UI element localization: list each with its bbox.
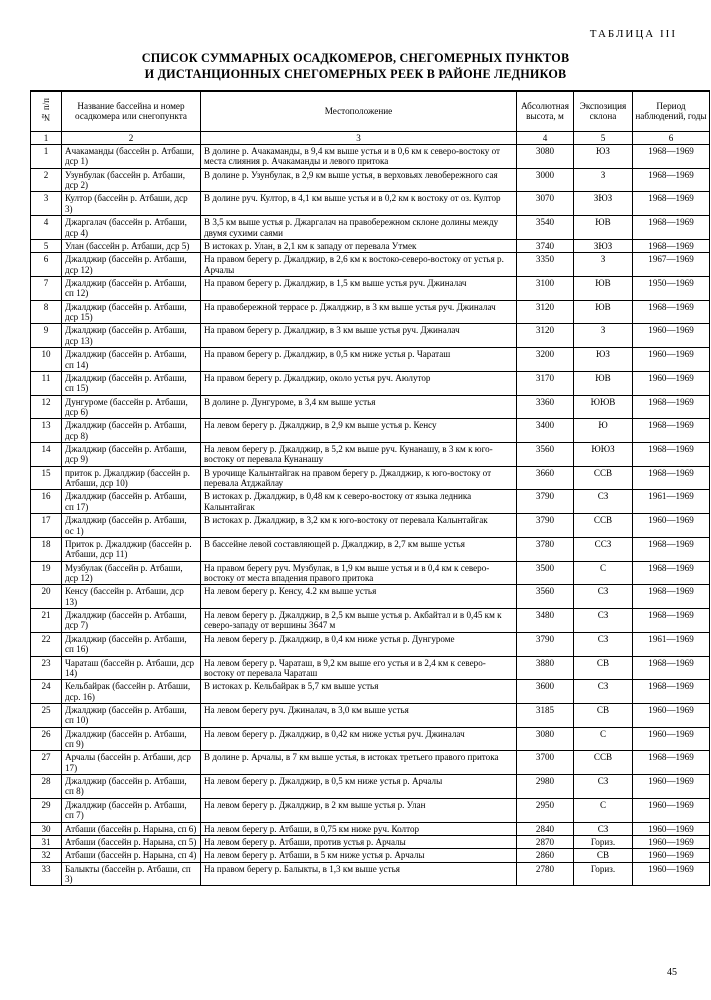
cell-name: Чараташ (бассейн р. Атбаши, дср 14) [62, 656, 201, 680]
cell-altitude: 2860 [517, 849, 574, 862]
cell-altitude: 3700 [517, 751, 574, 775]
colnum-4: 4 [517, 131, 574, 144]
cell-name: Приток р. Джалджир (бассейн р. Атбаши, дср 11) [62, 537, 201, 561]
cell-num: 5 [31, 239, 62, 252]
cell-name: Джалджир (бассейн р. Атбаши, сп 10) [62, 703, 201, 727]
cell-period: 1960—1969 [633, 348, 710, 372]
cell-exposure: ЮЮВ [574, 395, 633, 419]
table-row [31, 609, 710, 633]
table-row [31, 348, 710, 372]
cell-altitude: 3400 [517, 419, 574, 443]
cell-exposure: СЗ [574, 609, 633, 633]
cell-period: 1968—1969 [633, 585, 710, 609]
table-row [31, 727, 710, 751]
header-location: Местоположение [201, 91, 517, 131]
cell-exposure: Гориз. [574, 862, 633, 886]
table-row [31, 419, 710, 443]
table-row [31, 680, 710, 704]
cell-name: Джалджир (бассейн р. Атбаши, дср 15) [62, 300, 201, 324]
cell-name: Джалджир (бассейн р. Атбаши, сп 7) [62, 798, 201, 822]
cell-name: Джаргалач (бассейн р. Атбаши, дср 4) [62, 216, 201, 240]
cell-altitude: 2840 [517, 822, 574, 835]
cell-altitude: 3185 [517, 703, 574, 727]
cell-name: Атбаши (бассейн р. Нарына, сп 6) [62, 822, 201, 835]
table-row [31, 703, 710, 727]
table-row [31, 443, 710, 467]
cell-location: На левом берегу р. Атбаши, в 5 км ниже устья р. Арчалы [201, 849, 517, 862]
cell-altitude: 3070 [517, 192, 574, 216]
cell-period: 1961—1969 [633, 632, 710, 656]
table-row [31, 585, 710, 609]
cell-location: На левом берегу р. Атбаши, в 0,75 км ниже руч. Колтор [201, 822, 517, 835]
cell-location: На левом берегу р. Джалджир, в 5,2 км выше руч. Кунанашу, в 3 км к юго-востоку от перевала Кунанашу [201, 443, 517, 467]
cell-num: 14 [31, 443, 62, 467]
cell-period: 1968—1969 [633, 680, 710, 704]
cell-num: 10 [31, 348, 62, 372]
table-label: ТАБЛИЦА III [589, 28, 677, 40]
header-altitude: Абсолютная высота, м [517, 91, 574, 131]
cell-num: 30 [31, 822, 62, 835]
cell-location: В истоках р. Улан, в 2,1 км к западу от перевала Утмек [201, 239, 517, 252]
cell-period: 1968—1969 [633, 561, 710, 585]
cell-period: 1968—1969 [633, 300, 710, 324]
cell-exposure: СВ [574, 656, 633, 680]
cell-location: На правом берегу р. Балыкты, в 1,3 км выше устья [201, 862, 517, 886]
cell-num: 7 [31, 277, 62, 301]
cell-exposure: СЗ [574, 775, 633, 799]
cell-num: 33 [31, 862, 62, 886]
cell-num: 12 [31, 395, 62, 419]
cell-exposure: СВ [574, 849, 633, 862]
page-title [96, 50, 616, 82]
cell-altitude: 3660 [517, 466, 574, 490]
cell-period: 1960—1969 [633, 371, 710, 395]
table-row [31, 822, 710, 835]
table-row [31, 835, 710, 848]
cell-exposure: ССВ [574, 466, 633, 490]
cell-location: В долине р. Ачакаманды, в 9,4 км выше устья и в 0,6 км к северо-востоку от места слияния р. Ачакаманды и левого притока [201, 145, 517, 169]
cell-period: 1960—1969 [633, 775, 710, 799]
cell-location: На левом берегу р. Джалджир, в 0,5 км ниже устья р. Арчалы [201, 775, 517, 799]
table-row [31, 324, 710, 348]
cell-num: 20 [31, 585, 62, 609]
cell-exposure: СЗ [574, 490, 633, 514]
cell-num: 1 [31, 145, 62, 169]
cell-name: Джалджир (бассейн р. Атбаши, сп 17) [62, 490, 201, 514]
table-row [31, 466, 710, 490]
title-line-1: СПИСОК СУММАРНЫХ ОСАДКОМЕРОВ, СНЕГОМЕРНЫХ ПУНКТОВ [141, 51, 570, 65]
cell-period: 1968—1969 [633, 656, 710, 680]
cell-exposure: С [574, 798, 633, 822]
cell-altitude: 3120 [517, 300, 574, 324]
table-row [31, 849, 710, 862]
cell-location: На левом берегу р. Джалджир, в 0,4 км ниже устья р. Дунгуроме [201, 632, 517, 656]
cell-location: На правом берегу руч. Музбулак, в 1,9 км выше устья и в 0,4 км к северо-востоку от места впадения правого притока [201, 561, 517, 585]
cell-location: На левом берегу р. Кенсу, 4.2 км выше устья [201, 585, 517, 609]
cell-name: Джалджир (бассейн р. Атбаши, дср 7) [62, 609, 201, 633]
cell-exposure: ЮВ [574, 371, 633, 395]
cell-num: 26 [31, 727, 62, 751]
cell-location: На правом берегу р. Джалджир, в 1,5 км выше устья руч. Джиналач [201, 277, 517, 301]
cell-location: В долине руч. Култор, в 4,1 км выше устья и в 0,2 км к востоку от оз. Култор [201, 192, 517, 216]
cell-name: Атбаши (бассейн р. Нарына, сп 5) [62, 835, 201, 848]
cell-period: 1968—1969 [633, 537, 710, 561]
cell-period: 1960—1969 [633, 849, 710, 862]
cell-altitude: 2950 [517, 798, 574, 822]
cell-period: 1968—1969 [633, 145, 710, 169]
cell-name: Музбулак (бассейн р. Атбаши, дср 12) [62, 561, 201, 585]
cell-num: 23 [31, 656, 62, 680]
table-row [31, 561, 710, 585]
cell-num: 2 [31, 168, 62, 192]
cell-exposure: СЗ [574, 585, 633, 609]
cell-period: 1960—1969 [633, 703, 710, 727]
cell-exposure: СЗ [574, 632, 633, 656]
colnum-6: 6 [633, 131, 710, 144]
colnum-2: 2 [62, 131, 201, 144]
cell-num: 28 [31, 775, 62, 799]
cell-name: Джалджир (бассейн р. Атбаши, сп 16) [62, 632, 201, 656]
cell-altitude: 3200 [517, 348, 574, 372]
cell-period: 1968—1969 [633, 192, 710, 216]
cell-exposure: С [574, 561, 633, 585]
cell-exposure: ЮЗ [574, 348, 633, 372]
table-row [31, 216, 710, 240]
table-header [31, 91, 710, 144]
cell-period: 1968—1969 [633, 751, 710, 775]
cell-name: Джалджир (бассейн р. Атбаши, ос 1) [62, 514, 201, 538]
cell-location: В бассейне левой составляющей р. Джалджир, в 2,7 км выше устья [201, 537, 517, 561]
cell-name: Джалджир (бассейн р. Атбаши, дср 12) [62, 253, 201, 277]
cell-num: 4 [31, 216, 62, 240]
cell-exposure: ЮВ [574, 300, 633, 324]
cell-location: На правом берегу р. Джалджир, около устья руч. Аюлутор [201, 371, 517, 395]
cell-num: 11 [31, 371, 62, 395]
cell-exposure: СЗ [574, 822, 633, 835]
cell-name: Кельбайрак (бассейн р. Атбаши, дср. 16) [62, 680, 201, 704]
header-name: Название бассейна и номер осадкомера или снегопункта [62, 91, 201, 131]
cell-altitude: 3120 [517, 324, 574, 348]
cell-altitude: 3080 [517, 727, 574, 751]
cell-num: 17 [31, 514, 62, 538]
cell-period: 1960—1969 [633, 324, 710, 348]
table-row [31, 371, 710, 395]
cell-exposure: ССВ [574, 514, 633, 538]
cell-num: 18 [31, 537, 62, 561]
table-row [31, 239, 710, 252]
table-row [31, 798, 710, 822]
table-row [31, 253, 710, 277]
cell-period: 1960—1969 [633, 798, 710, 822]
cell-exposure: СВ [574, 703, 633, 727]
cell-location: На левом берегу р. Джалджир, в 2,9 км выше устья р. Кенсу [201, 419, 517, 443]
cell-location: На правобережной террасе р. Джалджир, в 3 км выше устья руч. Джиналач [201, 300, 517, 324]
cell-altitude: 3480 [517, 609, 574, 633]
cell-location: На левом берегу руч. Джиналач, в 3,0 км выше устья [201, 703, 517, 727]
cell-period: 1968—1969 [633, 239, 710, 252]
cell-period: 1968—1969 [633, 443, 710, 467]
table-row [31, 514, 710, 538]
cell-period: 1961—1969 [633, 490, 710, 514]
cell-period: 1960—1969 [633, 514, 710, 538]
cell-exposure: З [574, 168, 633, 192]
cell-period: 1960—1969 [633, 862, 710, 886]
cell-altitude: 3350 [517, 253, 574, 277]
cell-name: Джалджир (бассейн р. Атбаши, дср 8) [62, 419, 201, 443]
cell-num: 3 [31, 192, 62, 216]
cell-num: 31 [31, 835, 62, 848]
header-num: № п/п [31, 91, 62, 131]
cell-location: В истоках р. Джалджир, в 3,2 км к юго-востоку от перевала Калынтайгак [201, 514, 517, 538]
cell-altitude: 3600 [517, 680, 574, 704]
cell-altitude: 3560 [517, 585, 574, 609]
cell-exposure: ССЗ [574, 537, 633, 561]
table-row [31, 862, 710, 886]
table-body [31, 145, 710, 886]
cell-num: 9 [31, 324, 62, 348]
cell-num: 8 [31, 300, 62, 324]
cell-period: 1960—1969 [633, 835, 710, 848]
cell-location: На левом берегу р. Атбаши, против устья р. Арчалы [201, 835, 517, 848]
cell-name: Ачакаманды (бассейн р. Атбаши, дср 1) [62, 145, 201, 169]
cell-num: 21 [31, 609, 62, 633]
cell-num: 13 [31, 419, 62, 443]
cell-num: 19 [31, 561, 62, 585]
cell-altitude: 3880 [517, 656, 574, 680]
cell-exposure: З [574, 253, 633, 277]
table-row [31, 168, 710, 192]
cell-period: 1968—1969 [633, 395, 710, 419]
cell-period: 1968—1969 [633, 216, 710, 240]
cell-location: На левом берегу р. Джалджир, в 0,42 км ниже устья руч. Джиналач [201, 727, 517, 751]
cell-location: В урочище Калынтайгак на правом берегу р. Джалджир, к юго-востоку от перевала Атджайлау [201, 466, 517, 490]
table-row [31, 277, 710, 301]
cell-exposure: ЮЮЗ [574, 443, 633, 467]
cell-altitude: 3170 [517, 371, 574, 395]
table-row [31, 656, 710, 680]
cell-name: Джалджир (бассейн р. Атбаши, дср 9) [62, 443, 201, 467]
cell-location: На левом берегу р. Чараташ, в 9,2 км выше его устья и в 2,4 км к северо-востоку от перевала Чараташ [201, 656, 517, 680]
cell-altitude: 3100 [517, 277, 574, 301]
colnum-3: 3 [201, 131, 517, 144]
cell-period: 1968—1969 [633, 419, 710, 443]
cell-altitude: 3000 [517, 168, 574, 192]
cell-name: Джалджир (бассейн р. Атбаши, сп 8) [62, 775, 201, 799]
cell-exposure: ЗЮЗ [574, 192, 633, 216]
colnum-5: 5 [574, 131, 633, 144]
cell-name: Дунгуроме (бассейн р. Атбаши, дср 6) [62, 395, 201, 419]
cell-period: 1950—1969 [633, 277, 710, 301]
cell-num: 29 [31, 798, 62, 822]
table-row [31, 751, 710, 775]
cell-exposure: СЗ [574, 680, 633, 704]
cell-altitude: 3360 [517, 395, 574, 419]
cell-altitude: 3560 [517, 443, 574, 467]
cell-name: Кенсу (бассейн р. Атбаши, дср 13) [62, 585, 201, 609]
cell-name: Узунбулак (бассейн р. Атбаши, дср 2) [62, 168, 201, 192]
cell-location: На правом берегу р. Джалджир, в 3 км выше устья руч. Джиналач [201, 324, 517, 348]
cell-name: Джалджир (бассейн р. Атбаши, сп 12) [62, 277, 201, 301]
table-row [31, 775, 710, 799]
cell-location: На левом берегу р. Джалджир, в 2 км выше устья р. Улан [201, 798, 517, 822]
cell-num: 27 [31, 751, 62, 775]
cell-name: приток р. Джалджир (бассейн р. Атбаши, дср 10) [62, 466, 201, 490]
cell-altitude: 3740 [517, 239, 574, 252]
cell-name: Улан (бассейн р. Атбаши, дср 5) [62, 239, 201, 252]
table-row [31, 632, 710, 656]
cell-location: В долине р. Дунгуроме, в 3,4 км выше устья [201, 395, 517, 419]
cell-altitude: 3790 [517, 490, 574, 514]
page-number: 45 [667, 967, 677, 978]
column-number-row [31, 131, 710, 144]
cell-altitude: 3780 [517, 537, 574, 561]
cell-num: 6 [31, 253, 62, 277]
cell-period: 1968—1969 [633, 466, 710, 490]
cell-name: Джалджир (бассейн р. Атбаши, сп 14) [62, 348, 201, 372]
cell-altitude: 3080 [517, 145, 574, 169]
table-row [31, 192, 710, 216]
cell-exposure: ЮВ [574, 277, 633, 301]
cell-location: В 3,5 км выше устья р. Джаргалач на правобережном склоне долины между двумя сухими саями [201, 216, 517, 240]
table-row [31, 300, 710, 324]
colnum-1: 1 [31, 131, 62, 144]
cell-num: 32 [31, 849, 62, 862]
cell-num: 25 [31, 703, 62, 727]
cell-exposure: ЗЮЗ [574, 239, 633, 252]
cell-location: На правом берегу р. Джалджир, в 2,6 км к востоко-северо-востоку от устья р. Арчалы [201, 253, 517, 277]
cell-period: 1968—1969 [633, 168, 710, 192]
cell-altitude: 3540 [517, 216, 574, 240]
cell-exposure: Гориз. [574, 835, 633, 848]
table-row [31, 145, 710, 169]
cell-period: 1960—1969 [633, 727, 710, 751]
cell-location: В истоках р. Джалджир, в 0,48 км к северо-востоку от языка ледника Калынтайгак [201, 490, 517, 514]
table-row [31, 537, 710, 561]
cell-name: Атбаши (бассейн р. Нарына, сп 4) [62, 849, 201, 862]
cell-num: 22 [31, 632, 62, 656]
cell-altitude: 2780 [517, 862, 574, 886]
cell-period: 1967—1969 [633, 253, 710, 277]
cell-location: На левом берегу р. Джалджир, в 2,5 км выше устья р. Акбайтал и в 0,45 км к северо-западу от вершины 3647 м [201, 609, 517, 633]
cell-altitude: 3790 [517, 632, 574, 656]
cell-name: Култор (бассейн р. Атбаши, дср 3) [62, 192, 201, 216]
header-exposure: Экспозиция склона [574, 91, 633, 131]
cell-location: В истоках р. Кельбайрак в 5,7 км выше устья [201, 680, 517, 704]
cell-location: В долине р. Узунбулак, в 2,9 км выше устья, в верховьях левобережного сая [201, 168, 517, 192]
cell-period: 1960—1969 [633, 822, 710, 835]
cell-period: 1968—1969 [633, 609, 710, 633]
cell-exposure: З [574, 324, 633, 348]
cell-exposure: ССВ [574, 751, 633, 775]
cell-altitude: 2980 [517, 775, 574, 799]
table-row [31, 490, 710, 514]
title-line-2: И ДИСТАНЦИОННЫХ СНЕГОМЕРНЫХ РЕЕК В РАЙОНЕ ЛЕДНИКОВ [144, 67, 567, 82]
cell-location: На правом берегу р. Джалджир, в 0,5 км ниже устья р. Чараташ [201, 348, 517, 372]
cell-num: 16 [31, 490, 62, 514]
cell-exposure: ЮЗ [574, 145, 633, 169]
cell-altitude: 3790 [517, 514, 574, 538]
cell-name: Арчалы (бассейн р. Атбаши, дср 17) [62, 751, 201, 775]
cell-name: Джалджир (бассейн р. Атбаши, дср 13) [62, 324, 201, 348]
cell-exposure: ЮВ [574, 216, 633, 240]
table-row [31, 395, 710, 419]
cell-name: Джалджир (бассейн р. Атбаши, сп 15) [62, 371, 201, 395]
cell-name: Джалджир (бассейн р. Атбаши, сп 9) [62, 727, 201, 751]
cell-exposure: С [574, 727, 633, 751]
cell-num: 24 [31, 680, 62, 704]
cell-location: В долине р. Арчалы, в 7 км выше устья, в истоках третьего правого притока [201, 751, 517, 775]
cell-name: Балыкты (бассейн р. Атбаши, сп 3) [62, 862, 201, 886]
cell-altitude: 3500 [517, 561, 574, 585]
data-table [30, 90, 710, 886]
cell-exposure: Ю [574, 419, 633, 443]
cell-num: 15 [31, 466, 62, 490]
cell-altitude: 2870 [517, 835, 574, 848]
header-period: Период наблюдений, годы [633, 91, 710, 131]
